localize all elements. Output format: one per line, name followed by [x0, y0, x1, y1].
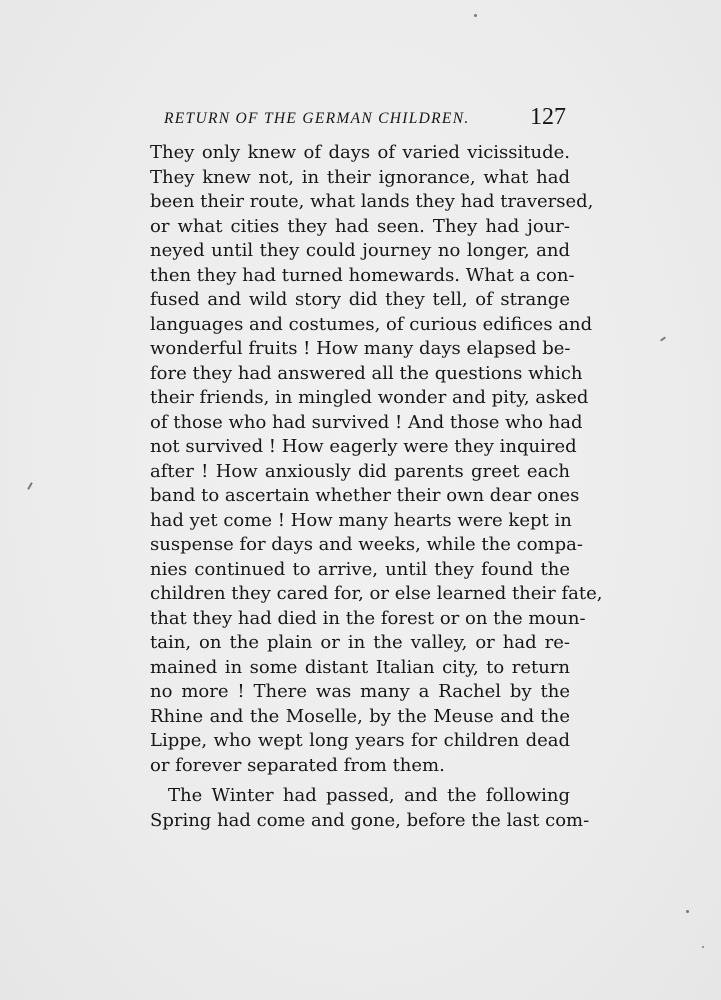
text-line: Lippe, who wept long years for children dead	[150, 730, 570, 751]
text-line: neyed until they could journey no longer, and	[150, 240, 570, 261]
text-line: then they had turned homewards. What a con-	[150, 264, 575, 286]
text-line: no more ! There was many a Rachel by the	[150, 681, 570, 702]
text-line: after ! How anxiously did parents greet each	[150, 460, 570, 482]
text-line: or what cities they had seen. They had jour-	[150, 215, 570, 237]
paper-speck	[660, 336, 666, 341]
paper-speck	[702, 946, 704, 948]
running-head-title: RETURN OF THE GERMAN CHILDREN.	[164, 110, 470, 127]
text-line: children they cared for, or else learned their fate,	[150, 583, 603, 604]
text-line: suspense for days and weeks, while the compa-	[150, 534, 583, 555]
text-line: Rhine and the Moselle, by the Meuse and the	[150, 705, 570, 727]
text-line: They knew not, in their ignorance, what had	[150, 166, 570, 188]
text-line: They only knew of days of varied vicissitude.	[150, 142, 570, 163]
paragraph-1	[150, 141, 603, 778]
text-line: fused and wild story did they tell, of strange	[150, 289, 570, 310]
text-line: nies continued to arrive, until they found the	[150, 558, 570, 580]
running-head	[150, 104, 570, 134]
text-line: been their route, what lands they had traversed,	[150, 191, 594, 212]
paper-speck	[27, 482, 33, 490]
text-line: fore they had answered all the questions which	[150, 362, 583, 384]
paper-speck	[686, 910, 689, 913]
text-line: their friends, in mingled wonder and pity, asked	[150, 387, 589, 408]
text-line: or forever separated from them.	[150, 754, 445, 776]
paper-speck	[474, 14, 477, 17]
text-line: languages and costumes, of curious edifices and	[150, 313, 593, 335]
text-line: wonderful fruits ! How many days elapsed be-	[150, 338, 571, 359]
body-text	[150, 141, 603, 833]
text-line: that they had died in the forest or on the moun-	[150, 607, 586, 629]
paragraph-2	[150, 784, 590, 833]
text-line: The Winter had passed, and the following	[168, 785, 570, 806]
text-line: of those who had survived ! And those who had	[150, 411, 583, 433]
text-line: Spring had come and gone, before the last com-	[150, 809, 590, 831]
text-line: tain, on the plain or in the valley, or had re-	[150, 632, 570, 653]
text-line: mained in some distant Italian city, to return	[150, 656, 570, 678]
text-line: not survived ! How eagerly were they inquired	[150, 436, 577, 457]
text-line: band to ascertain whether their own dear ones	[150, 485, 580, 506]
text-line: had yet come ! How many hearts were kept in	[150, 509, 572, 531]
page-number: 127	[530, 104, 566, 130]
